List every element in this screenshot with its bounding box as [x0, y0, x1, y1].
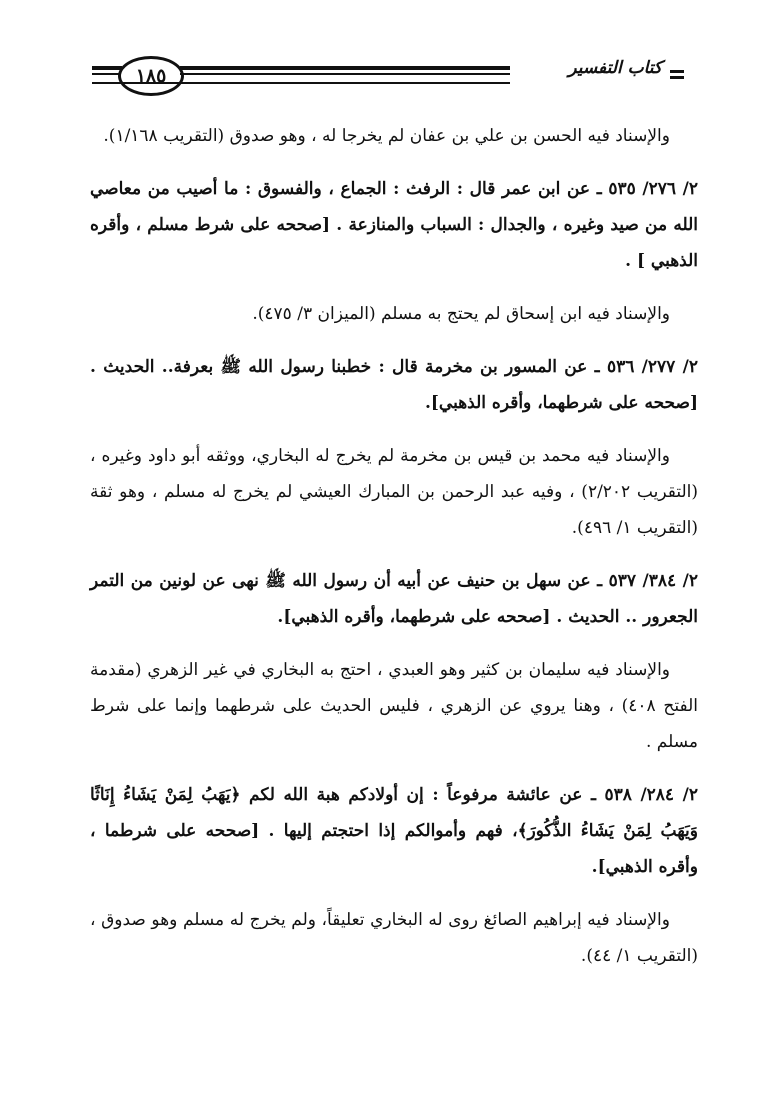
- page-number: ١٨٥: [118, 56, 184, 96]
- page-content: [90, 118, 698, 991]
- paragraph-hadith-538: ٢/ ٢٨٤/ ٥٣٨ ـ عن عائشة مرفوعاً : إن أولادكم هبة الله لكم ﴿يَهَبُ لِمَنْ يَشَاءُ إِنَاثًا وَيَهَبُ لِمَنْ يَشَاءُ الذُّكُورَ﴾، فهم وأموالكم إذا احتجتم إليها . [صححه على شرطما ، وأقره الذهبي].: [90, 785, 698, 877]
- paragraph-isnad-commentary: والإسناد فيه محمد بن قيس بن مخرمة لم يخرج له البخاري، ووثقه أبو داود وغيره ، (التقريب ٢/٢٠٢) ، وفيه عبد الرحمن بن المبارك العيشي لم يخرج له مسلم ، وهو ثقة (التقريب ١/ ٤٩٦).: [90, 446, 698, 538]
- paragraph-hadith-535: ٢/ ٢٧٦/ ٥٣٥ ـ عن ابن عمر قال : الرفث : الجماع ، والفسوق : ما أصيب من معاصي الله من صيد وغيره ، والجدال : السباب والمنازعة . [صححه على شرط مسلم ، وأقره الذهبي ] .: [90, 179, 698, 271]
- header-underline: [92, 82, 510, 84]
- paragraph-hadith-536: ٢/ ٢٧٧/ ٥٣٦ ـ عن المسور بن مخرمة قال : خطبنا رسول الله ﷺ بعرفة.. الحديث . [صححه على شرطهما، وأقره الذهبي].: [90, 357, 698, 413]
- header-marker-icon: [670, 70, 684, 82]
- paragraph-isnad-commentary: والإسناد فيه إبراهيم الصائغ روى له البخاري تعليقاً، ولم يخرج له مسلم وهو صدوق ، (التقريب ١/ ٤٤).: [90, 910, 698, 966]
- paragraph-isnad-commentary: والإسناد فيه سليمان بن كثير وهو العبدي ، احتج به البخاري في غير الزهري (مقدمة الفتح ٤٠٨) ، وهنا يروي عن الزهري ، فليس الحديث على شرطهما وإنما على شرط مسلم .: [90, 660, 698, 752]
- book-title: كتاب التفسير: [568, 58, 662, 78]
- page-header: [92, 52, 684, 96]
- header-rule: [180, 66, 510, 75]
- paragraph-isnad-commentary: والإسناد فيه الحسن بن علي بن عفان لم يخرجا له ، وهو صدوق (التقريب ١/١٦٨).: [103, 126, 670, 146]
- paragraph-hadith-537: ٢/ ٣٨٤/ ٥٣٧ ـ عن سهل بن حنيف عن أبيه أن رسول الله ﷺ نهى عن لونين من التمر الجعرور .. الحديث . [صححه على شرطهما، وأقره الذهبي].: [90, 571, 698, 627]
- paragraph-isnad-commentary: والإسناد فيه ابن إسحاق لم يحتج به مسلم (الميزان ٣/ ٤٧٥).: [252, 304, 670, 324]
